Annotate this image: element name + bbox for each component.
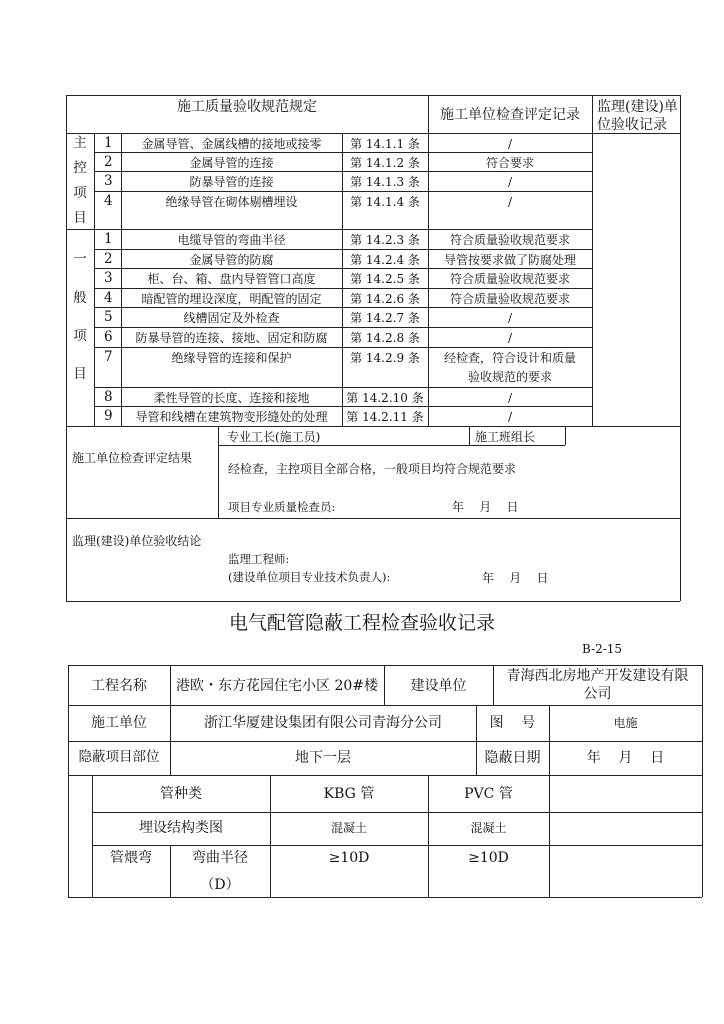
hidden-part-value: 地下一层 xyxy=(295,750,351,766)
team-leader-label: 施工班组长 xyxy=(475,430,536,444)
drawing-no-value: 电施 xyxy=(613,716,638,730)
bend-label: 管煨弯 xyxy=(110,850,152,866)
form-title: 电气配管隐蔽工程检查验收记录 xyxy=(228,612,495,634)
owner-value-line1: 青海西北房地产开发建设有限 xyxy=(506,668,689,684)
hidden-part-label: 隐蔽项目部位 xyxy=(78,749,160,765)
inspector-label: 项目专业质量检查员: xyxy=(228,500,336,514)
owner-label: 建设单位 xyxy=(410,678,467,694)
hidden-date-value: 年 月 日 xyxy=(586,750,665,766)
pipe-type-pvc: PVC 管 xyxy=(464,786,513,802)
form-code: B-2-15 xyxy=(582,642,623,656)
supervisor-conclusion-label: 监理(建设)单位验收结论 xyxy=(72,534,202,548)
bend-pvc: ≥10D xyxy=(468,850,509,866)
pipe-type-kbg: KBG 管 xyxy=(323,786,375,802)
hidden-date-label: 隐蔽日期 xyxy=(484,750,541,766)
structure-kbg: 混凝土 xyxy=(330,821,367,835)
project-name-value: 港欧・东方花园住宅小区 20#楼 xyxy=(176,678,378,694)
contractor-result-text: 经检查，主控项目全部合格，一般项目均符合规范要求 xyxy=(228,462,517,476)
header-supervisor-record-line1: 监理(建设)单 xyxy=(597,99,678,115)
bend-radius-label: 弯曲半径 xyxy=(192,850,248,866)
bend-kbg: ≥10D xyxy=(328,850,370,866)
owner-value-line2: 公司 xyxy=(583,686,612,702)
owner-rep-label: (建设单位项目专业技术负责人): xyxy=(228,570,391,584)
contractor-result-label: 施工单位检查评定结果 xyxy=(72,451,193,465)
foreman-label: 专业工长(施工员) xyxy=(227,430,321,444)
header-standard: 施工质量验收规范规定 xyxy=(177,99,317,115)
contractor-label: 施工单位 xyxy=(91,715,147,731)
acceptance-date: 年 月 日 xyxy=(482,571,549,585)
pipe-type-label: 管种类 xyxy=(160,786,202,802)
drawing-no-label: 图 号 xyxy=(489,715,536,731)
header-contractor-record: 施工单位检查评定记录 xyxy=(440,107,580,123)
contractor-value: 浙江华厦建设集团有限公司青海分公司 xyxy=(204,715,442,731)
header-supervisor-record-line2: 位验收记录 xyxy=(597,117,667,133)
project-name-label: 工程名称 xyxy=(91,678,147,694)
structure-pvc: 混凝土 xyxy=(470,821,507,835)
inspection-date: 年 月 日 xyxy=(452,500,519,514)
supervisor-engineer-label: 监理工程师: xyxy=(228,552,290,566)
bend-radius-unit: （D） xyxy=(200,877,240,893)
structure-label: 埋设结构类图 xyxy=(139,820,223,836)
